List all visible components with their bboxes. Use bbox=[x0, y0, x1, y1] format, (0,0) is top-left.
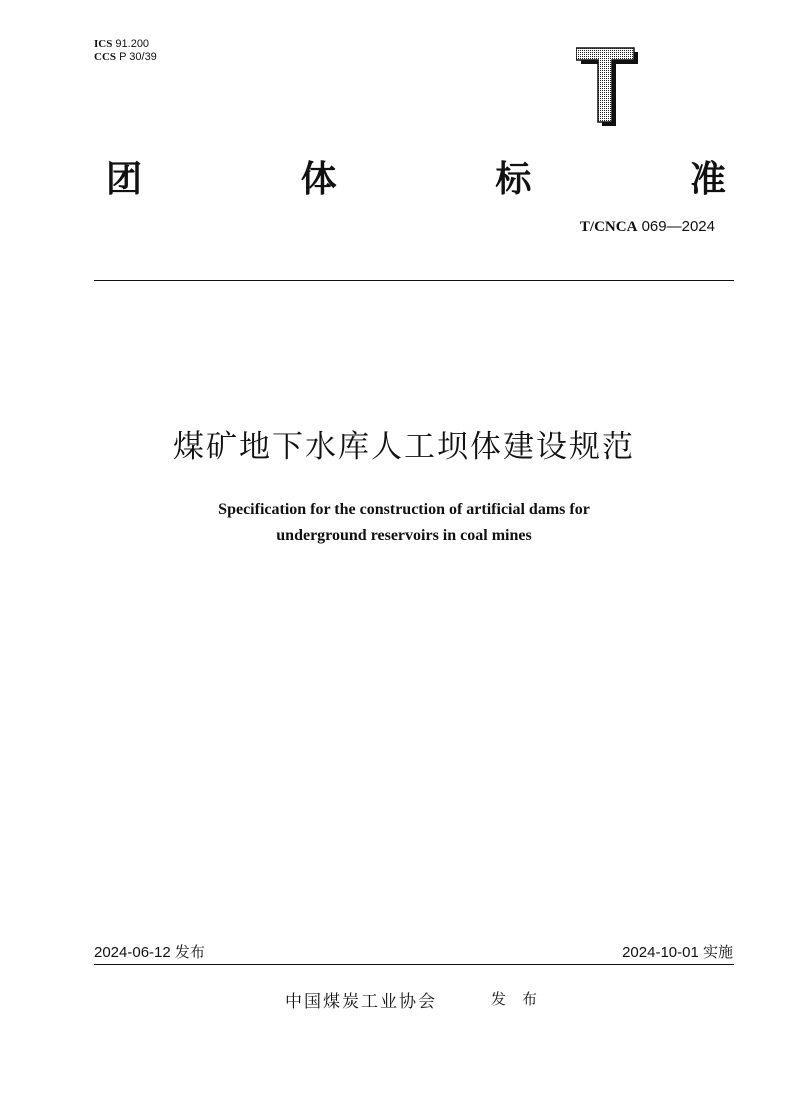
standard-code bbox=[580, 218, 715, 236]
standard-type-char: 体 bbox=[300, 159, 337, 200]
english-title-line: underground reservoirs in coal mines bbox=[276, 527, 532, 544]
standard-type-char: 标 bbox=[495, 159, 532, 200]
standard-type-logo-icon bbox=[576, 46, 638, 126]
ccs-value: P 30/39 bbox=[119, 51, 157, 63]
ics-value: 91.200 bbox=[115, 38, 150, 50]
standard-type-heading bbox=[106, 158, 726, 202]
ccs-label: CCS bbox=[94, 51, 117, 63]
standard-type-char: 团 bbox=[106, 159, 143, 200]
top-divider bbox=[94, 280, 734, 281]
bottom-divider bbox=[94, 964, 734, 965]
english-title bbox=[0, 497, 790, 549]
standard-code-prefix: T/CNCA bbox=[579, 219, 638, 235]
standard-type-char: 准 bbox=[689, 159, 726, 200]
issue-date: 2024-06-12 发布 bbox=[94, 944, 205, 961]
effective-date: 2024-10-01 实施 bbox=[622, 944, 733, 961]
classification-codes bbox=[94, 38, 157, 64]
chinese-title: 煤矿地下水库人工坝体建设规范 bbox=[173, 429, 635, 465]
publisher-name: 中国煤炭工业协会 bbox=[285, 992, 437, 1012]
standard-code-number: 069—2024 bbox=[641, 218, 715, 235]
ccs-code bbox=[94, 51, 157, 64]
publish-label: 发布 bbox=[491, 990, 554, 1008]
ics-code bbox=[94, 38, 157, 51]
ics-label: ICS bbox=[94, 38, 113, 50]
english-title-line: Specification for the construction of artificial dams for bbox=[218, 501, 590, 518]
